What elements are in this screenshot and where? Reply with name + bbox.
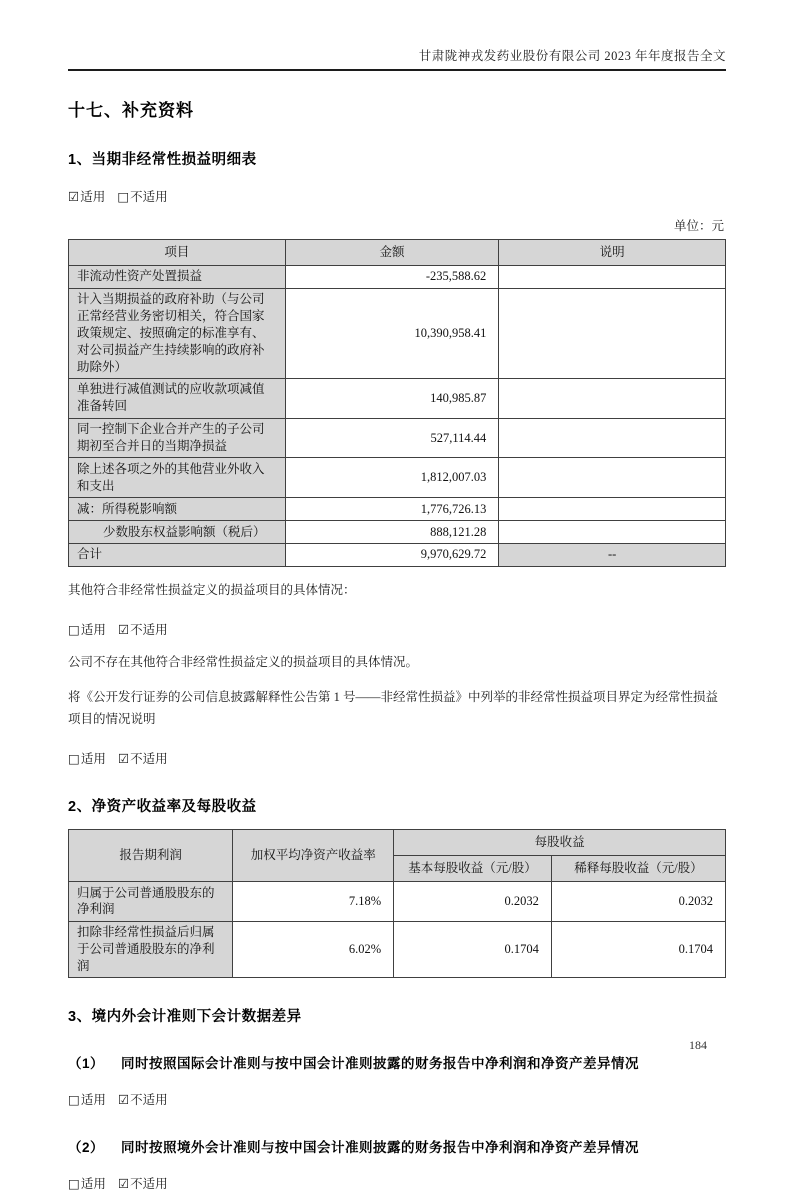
note-cell — [499, 458, 726, 498]
other-note-applicability-line — [68, 621, 726, 640]
applicable-label: 适用 — [80, 1093, 106, 1108]
checkbox-checked-icon: ☑ — [117, 1175, 130, 1191]
diluted-eps-cell: 0.1704 — [551, 921, 725, 978]
item-cell: 少数股东权益影响额（税后） — [69, 521, 286, 544]
not-applicable-label: 不适用 — [130, 190, 168, 205]
item-cell: 同一控制下企业合并产生的子公司期初至合并日的当期净损益 — [69, 418, 286, 458]
table-row — [69, 288, 726, 378]
table-total-row — [69, 543, 726, 566]
amount-cell: 140,985.87 — [285, 378, 499, 418]
checkbox-unchecked-icon: □ — [117, 189, 130, 205]
sub-heading-number: （1） — [68, 1056, 105, 1072]
item-cell: 合计 — [69, 543, 286, 566]
col-header-eps-group: 每股收益 — [394, 830, 726, 856]
basic-eps-cell: 0.2032 — [394, 882, 552, 922]
sub-heading-text: 同时按照国际会计准则与按中国会计准则披露的财务报告中净利润和净资产差异情况 — [121, 1056, 640, 1072]
table-row — [69, 378, 726, 418]
regular-items-note: 将《公开发行证券的公司信息披露解释性公告第 1 号——非经常性损益》中列举的非经常性损益项目界定为经常性损益项目的情况说明 — [68, 690, 719, 726]
checkbox-checked-icon: ☑ — [117, 621, 130, 637]
other-note-body: 公司不存在其他符合非经常性损益定义的损益项目的具体情况。 — [68, 655, 419, 670]
checkbox-unchecked-icon: □ — [68, 1175, 80, 1191]
checkbox-unchecked-icon: □ — [68, 621, 80, 637]
table-row — [69, 265, 726, 288]
applicable-label: 适用 — [80, 1176, 106, 1191]
applicable-label: 适用 — [80, 622, 106, 637]
note-cell — [499, 378, 726, 418]
report-title-header: 甘肃陇神戎发药业股份有限公司 2023 年年度报告全文 — [418, 49, 726, 63]
table-row — [69, 921, 726, 978]
table-row — [69, 458, 726, 498]
col-header-note: 说明 — [499, 239, 726, 265]
item-cell: 单独进行减值测试的应收款项减值准备转回 — [69, 378, 286, 418]
note-cell — [499, 521, 726, 544]
checkbox-checked-icon: ☑ — [68, 189, 80, 205]
basic-eps-cell: 0.1704 — [394, 921, 552, 978]
note-cell — [499, 498, 726, 521]
table-header-row — [69, 830, 726, 856]
page-number: 184 — [689, 1038, 707, 1052]
not-applicable-label: 不适用 — [130, 751, 168, 766]
col-header-roe: 加权平均净资产收益率 — [233, 830, 394, 882]
not-applicable-label: 不适用 — [130, 1093, 168, 1108]
s3-sub1-applicability-line — [68, 1091, 726, 1110]
note-cell: -- — [499, 543, 726, 566]
sub-heading-text: 同时按照境外会计准则与按中国会计准则披露的财务报告中净利润和净资产差异情况 — [121, 1139, 640, 1155]
table-row — [69, 418, 726, 458]
not-applicable-label: 不适用 — [130, 1176, 168, 1191]
s1-applicability-line — [68, 188, 726, 207]
applicable-label: 适用 — [80, 751, 106, 766]
checkbox-unchecked-icon: □ — [68, 1092, 80, 1108]
table-row — [69, 521, 726, 544]
table-header-row — [69, 239, 726, 265]
item-cell: 减：所得税影响额 — [69, 498, 286, 521]
s1-heading: 1、当期非经常性损益明细表 — [68, 152, 257, 169]
amount-cell: 1,812,007.03 — [285, 458, 499, 498]
note-cell — [499, 288, 726, 378]
item-cell: 非流动性资产处置损益 — [69, 265, 286, 288]
col-header-basic-eps: 基本每股收益（元/股） — [394, 856, 552, 882]
amount-cell: 9,970,629.72 — [285, 543, 499, 566]
item-cell: 扣除非经常性损益后归属于公司普通股股东的净利润 — [69, 921, 233, 978]
s2-heading: 2、净资产收益率及每股收益 — [68, 799, 257, 816]
roe-eps-table — [68, 829, 726, 978]
roe-cell: 7.18% — [233, 882, 394, 922]
other-note-title: 其他符合非经常性损益定义的损益项目的具体情况： — [68, 582, 356, 597]
table-row — [69, 498, 726, 521]
amount-cell: -235,588.62 — [285, 265, 499, 288]
roe-cell: 6.02% — [233, 921, 394, 978]
table-row — [69, 882, 726, 922]
col-header-diluted-eps: 稀释每股收益（元/股） — [551, 856, 725, 882]
amount-cell: 527,114.44 — [285, 418, 499, 458]
checkbox-unchecked-icon: □ — [68, 750, 80, 766]
regular-note-applicability-line — [68, 750, 726, 769]
col-header-profit: 报告期利润 — [69, 830, 233, 882]
s3-heading: 3、境内外会计准则下会计数据差异 — [68, 1009, 302, 1026]
sub-heading-number: （2） — [68, 1139, 105, 1155]
non-recurring-items-table — [68, 239, 726, 567]
amount-cell: 1,776,726.13 — [285, 498, 499, 521]
item-cell: 除上述各项之外的其他营业外收入和支出 — [69, 458, 286, 498]
diluted-eps-cell: 0.2032 — [551, 882, 725, 922]
amount-cell: 888,121.28 — [285, 521, 499, 544]
not-applicable-label: 不适用 — [130, 622, 168, 637]
page-header — [68, 48, 726, 71]
note-cell — [499, 418, 726, 458]
col-header-item: 项目 — [69, 239, 286, 265]
unit-label: 单位：元 — [673, 218, 724, 233]
item-cell: 归属于公司普通股股东的净利润 — [69, 882, 233, 922]
s3-sub2-applicability-line — [68, 1175, 726, 1193]
header-divider — [68, 69, 726, 71]
checkbox-checked-icon: ☑ — [117, 1092, 130, 1108]
section-title: 十七、补充资料 — [68, 101, 194, 121]
item-cell: 计入当期损益的政府补助（与公司正常经营业务密切相关，符合国家政策规定、按照确定的标准享有、对公司损益产生持续影响的政府补助除外） — [69, 288, 286, 378]
col-header-amount: 金额 — [285, 239, 499, 265]
applicable-label: 适用 — [80, 190, 106, 205]
s3-sub2-heading — [68, 1136, 726, 1156]
amount-cell: 10,390,958.41 — [285, 288, 499, 378]
note-cell — [499, 265, 726, 288]
s3-sub1-heading — [68, 1052, 726, 1072]
checkbox-checked-icon: ☑ — [117, 750, 130, 766]
